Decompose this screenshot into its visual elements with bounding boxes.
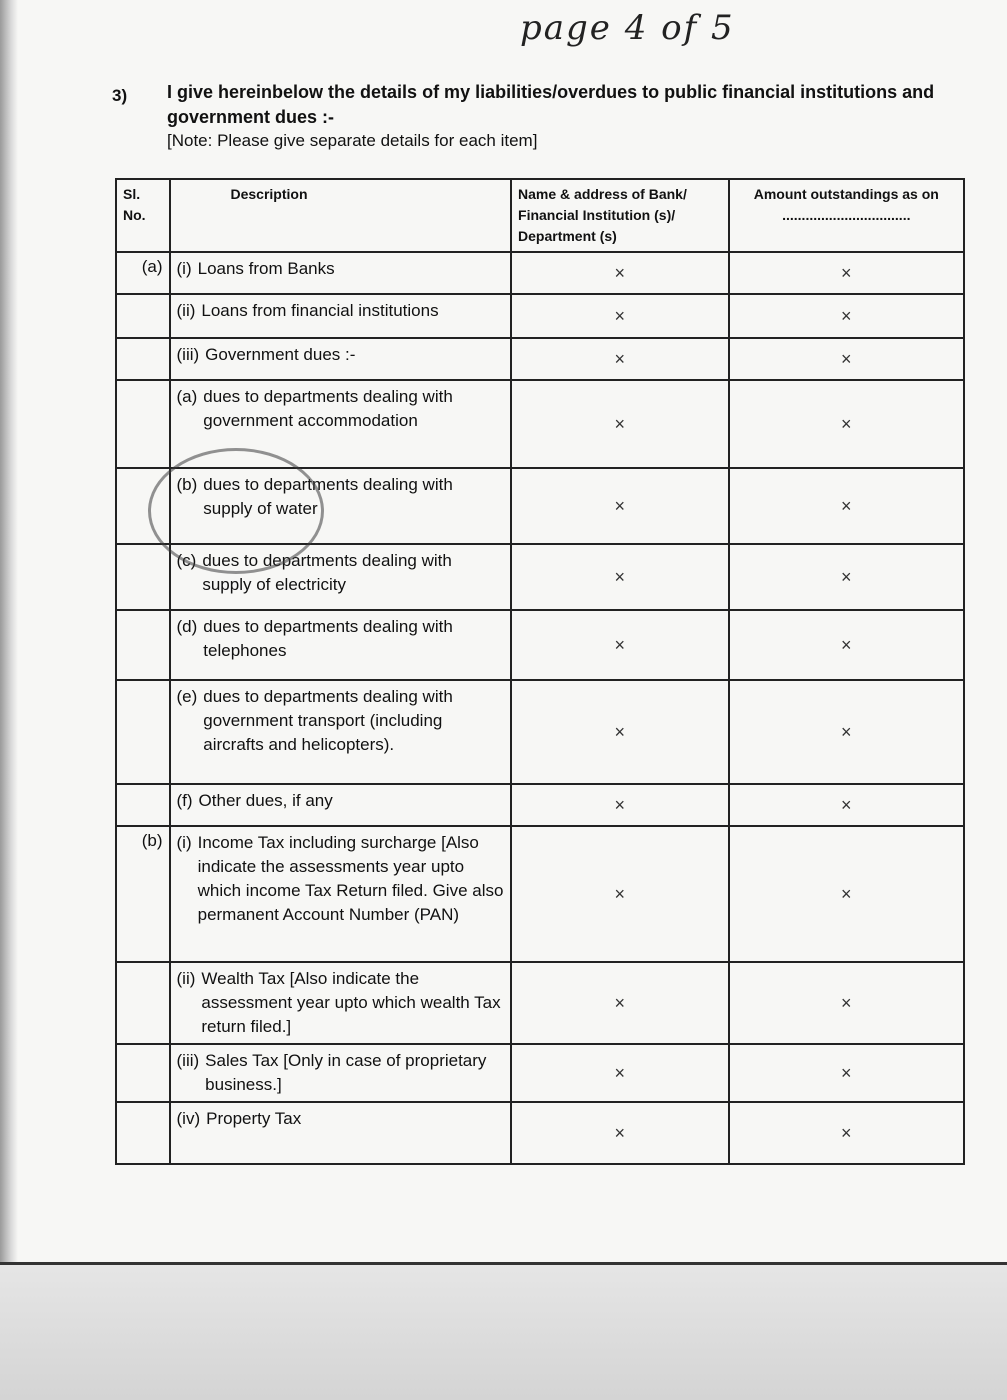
row-amount-mark: ×: [729, 294, 964, 338]
row-item-label: (a): [176, 387, 198, 406]
row-description: [170, 468, 512, 544]
row-item-text: Government dues :-: [205, 345, 356, 364]
table-header-row: [116, 179, 964, 252]
row-item-label: (e): [176, 687, 198, 706]
header-amount: Amount outstandings as on .................................: [729, 179, 964, 252]
table-row: [116, 294, 964, 338]
row-item-text: Property Tax: [206, 1109, 302, 1128]
row-item-text: dues to departments dealing with supply of electricity: [202, 551, 452, 594]
row-description: [170, 544, 512, 610]
row-description: [170, 1102, 512, 1164]
row-sl-no: [116, 468, 170, 544]
row-item-label: (ii): [176, 969, 196, 988]
page-bottom-shadow: [0, 1262, 1007, 1400]
row-sl-no: (a): [116, 252, 170, 294]
row-description: [170, 338, 512, 380]
row-description: [170, 680, 512, 784]
table-row: [116, 826, 964, 962]
row-bank-mark: ×: [511, 544, 729, 610]
row-bank-mark: ×: [511, 826, 729, 962]
row-item-label: (b): [176, 475, 198, 494]
row-amount-mark: ×: [729, 826, 964, 962]
row-bank-mark: ×: [511, 338, 729, 380]
row-bank-mark: ×: [511, 1044, 729, 1102]
page-edge-shadow: [0, 0, 18, 1400]
row-item-text: Loans from financial institutions: [201, 301, 439, 320]
table-row: [116, 1044, 964, 1102]
row-amount-mark: ×: [729, 1102, 964, 1164]
table-row: [116, 680, 964, 784]
row-amount-mark: ×: [729, 680, 964, 784]
row-bank-mark: ×: [511, 252, 729, 294]
row-bank-mark: ×: [511, 610, 729, 680]
row-sl-no: [116, 1102, 170, 1164]
liabilities-table: [115, 178, 965, 1165]
table-row: [116, 1102, 964, 1164]
row-amount-mark: ×: [729, 1044, 964, 1102]
header-sl-no: Sl. No.: [116, 179, 170, 252]
row-amount-mark: ×: [729, 252, 964, 294]
row-amount-mark: ×: [729, 338, 964, 380]
row-amount-mark: ×: [729, 610, 964, 680]
page-bottom-edge: [0, 1262, 1007, 1265]
row-sl-no: [116, 1044, 170, 1102]
row-amount-mark: ×: [729, 468, 964, 544]
row-sl-no: [116, 338, 170, 380]
row-sl-no: [116, 962, 170, 1044]
section-heading: I give hereinbelow the details of my liabilities/overdues to public financial institutions and government dues :-: [167, 82, 935, 127]
header-bank: Name & address of Bank/ Financial Institution (s)/ Department (s): [511, 179, 729, 252]
row-item-label: (iv): [176, 1109, 201, 1128]
row-item-label: (f): [176, 791, 193, 810]
row-item-label: (d): [176, 617, 198, 636]
table-row: [116, 252, 964, 294]
row-description: [170, 252, 512, 294]
row-description: [170, 294, 512, 338]
row-item-label: (i): [176, 833, 192, 852]
row-sl-no: [116, 380, 170, 468]
row-bank-mark: ×: [511, 680, 729, 784]
table-row: [116, 544, 964, 610]
table-row: [116, 468, 964, 544]
section-number: 3): [112, 86, 128, 105]
table-row: [116, 338, 964, 380]
row-bank-mark: ×: [511, 380, 729, 468]
row-sl-no: [116, 680, 170, 784]
row-sl-no: [116, 294, 170, 338]
row-amount-mark: ×: [729, 380, 964, 468]
row-sl-no: [116, 544, 170, 610]
page-annotation: page 4 of 5: [520, 8, 735, 48]
header-description: Description: [170, 179, 512, 252]
row-item-label: (iii): [176, 345, 200, 364]
row-item-label: (i): [176, 259, 192, 278]
row-item-text: Loans from Banks: [197, 259, 335, 278]
row-item-text: Income Tax including surcharge [Also indicate the assessments year upto which income Tax Return filed. Give also permanent Account Number (PAN): [197, 833, 504, 924]
row-item-text: dues to departments dealing with telephones: [203, 617, 453, 660]
row-amount-mark: ×: [729, 784, 964, 826]
row-bank-mark: ×: [511, 784, 729, 826]
row-bank-mark: ×: [511, 962, 729, 1044]
row-item-text: Other dues, if any: [198, 791, 333, 810]
row-description: [170, 826, 512, 962]
row-item-text: dues to departments dealing with supply of water: [203, 475, 453, 518]
row-description: [170, 380, 512, 468]
row-sl-no: [116, 610, 170, 680]
table-row: [116, 962, 964, 1044]
row-item-text: dues to departments dealing with government transport (including aircrafts and helicopters).: [203, 687, 453, 754]
row-sl-no: (b): [116, 826, 170, 962]
row-amount-mark: ×: [729, 962, 964, 1044]
row-item-text: dues to departments dealing with government accommodation: [203, 387, 453, 430]
row-description: [170, 784, 512, 826]
table-row: [116, 380, 964, 468]
row-item-label: (ii): [176, 301, 196, 320]
section-note: [Note: Please give separate details for each item]: [167, 131, 538, 150]
row-bank-mark: ×: [511, 294, 729, 338]
row-sl-no: [116, 784, 170, 826]
row-item-text: Sales Tax [Only in case of proprietary business.]: [205, 1051, 487, 1094]
row-description: [170, 610, 512, 680]
row-item-text: Wealth Tax [Also indicate the assessment year upto which wealth Tax return filed.]: [201, 969, 501, 1036]
row-amount-mark: ×: [729, 544, 964, 610]
row-description: [170, 1044, 512, 1102]
table-row: [116, 784, 964, 826]
row-item-label: (iii): [176, 1051, 200, 1070]
row-description: [170, 962, 512, 1044]
row-item-label: (c): [176, 551, 197, 570]
table-row: [116, 610, 964, 680]
row-bank-mark: ×: [511, 1102, 729, 1164]
row-bank-mark: ×: [511, 468, 729, 544]
